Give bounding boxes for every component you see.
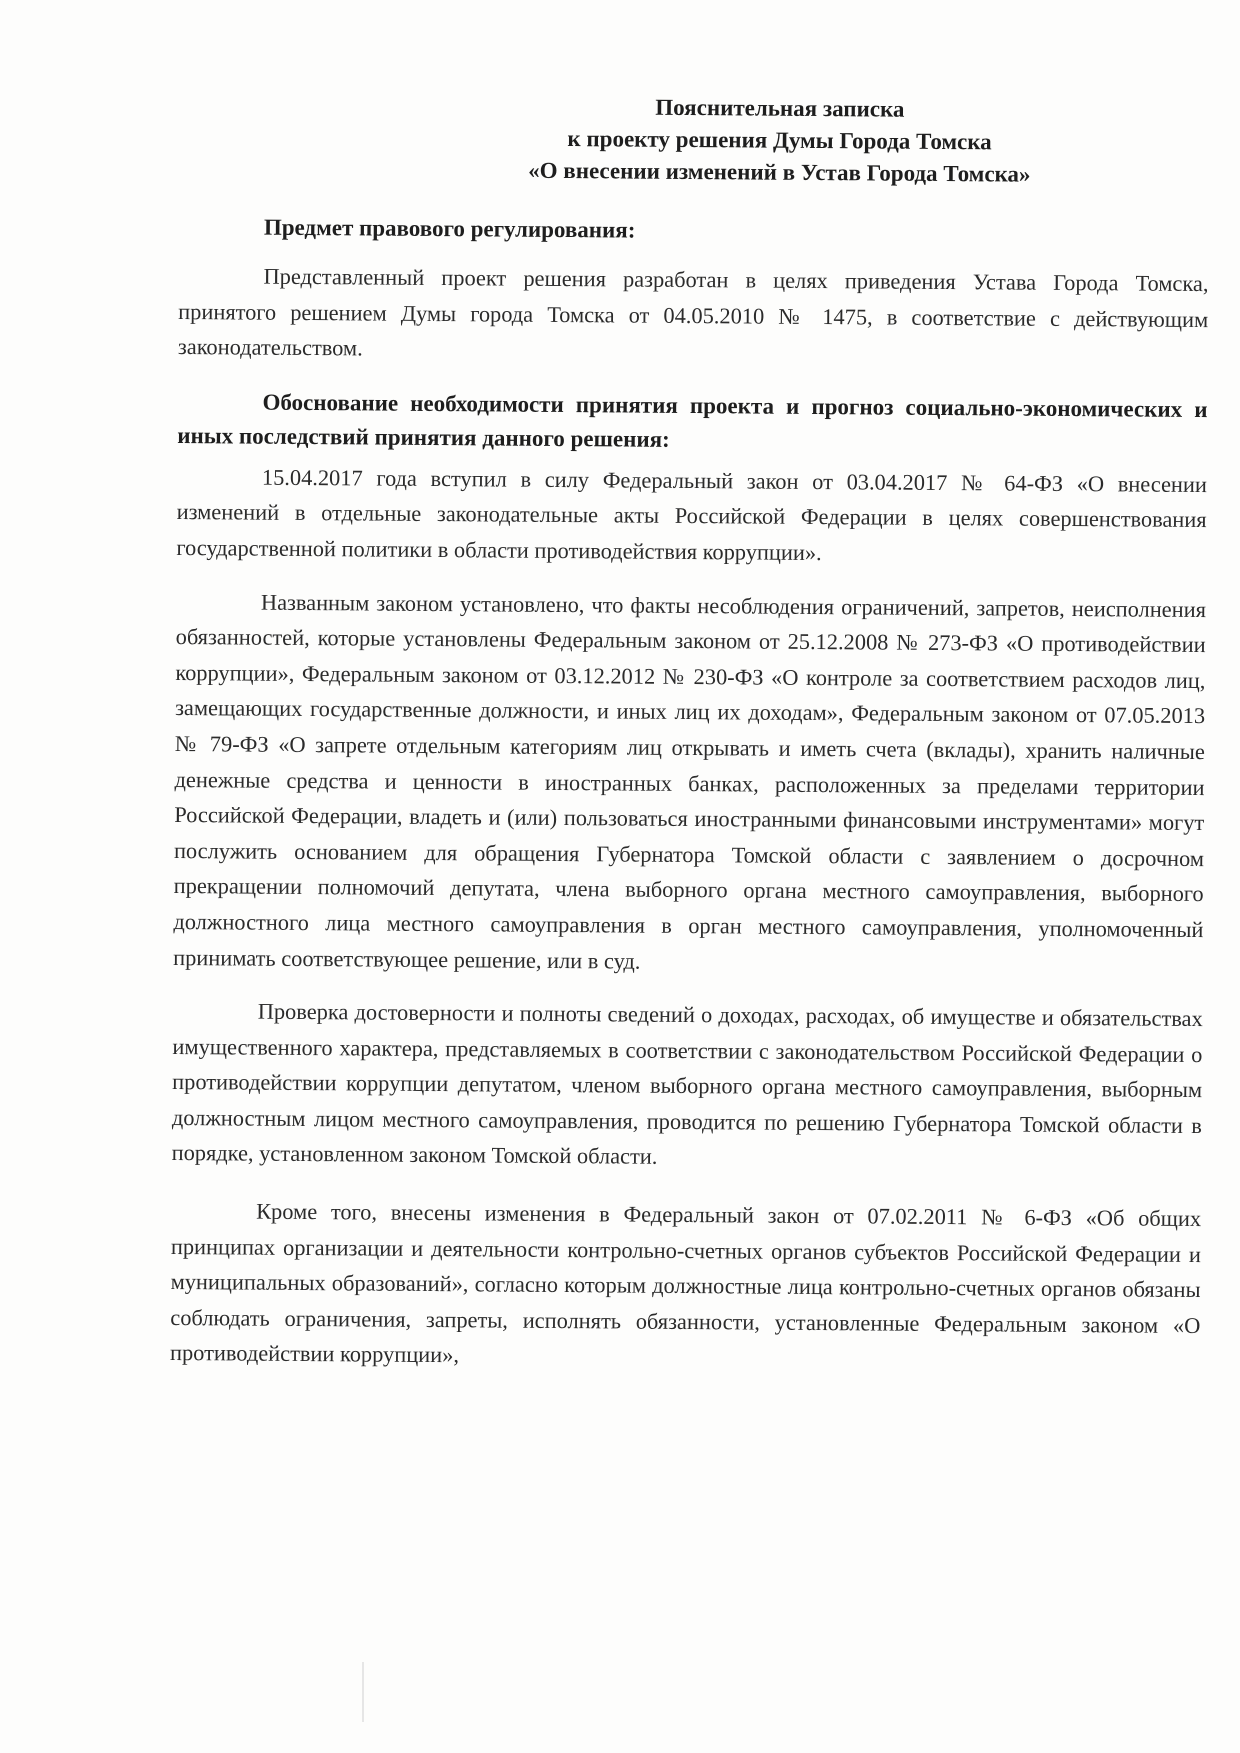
title-line-1: Пояснительная записка [655, 94, 905, 122]
title-line-2: к проекту решения Думы Города Томска [567, 126, 992, 155]
paragraph-verification: Проверка достоверности и полноты сведений о доходах, расходах, об имуществе и обязательствах имущественного характера, представляемых в соответствии с законодательством Российской Федерации о противодействии коррупции депутатом, членом выборного органа местного самоуправления, выборным должностным лицом местного самоуправления, проводится по решению Губернатора Томской области в порядке, установленном законом Томской области. [171, 998, 1203, 1170]
document-title [369, 89, 1190, 191]
scan-artifact [362, 1662, 364, 1722]
section-heading-justification: Обоснование необходимости принятия проекта и прогноз социально-экономических и иных последствий принятия данного решения: [177, 389, 1208, 452]
title-line-3: «О внесении изменений в Устав Города Томска» [528, 157, 1031, 187]
paragraph-law-effective: 15.04.2017 года вступил в силу Федеральный закон от 03.04.2017 № 64-ФЗ «О внесении изменений в отдельные законодательные акты Российской Федерации в целях совершенствования государственной политики в области противодействия коррупции». [176, 464, 1208, 566]
paragraph-additional-changes: Кроме того, внесены изменения в Федеральный закон от 07.02.2011 № 6-ФЗ «Об общих принципах организации и деятельности контрольно-счетных органов субъектов Российской Федерации и муниципальных образований», согласно которым должностные лица контрольно-счетных органов обязаны соблюдать ограничения, запреты, исполнять обязанности, установленные Федеральным законом «О противодействии коррупции», [169, 1198, 1202, 1368]
paragraph-law-provisions: Названным законом установлено, что факты несоблюдения ограничений, запретов, неисполнения обязанностей, которые установлены Федеральным законом от 25.12.2008 № 273-ФЗ «О противодействии коррупции», Федеральным законом от 03.12.2012 № 230-ФЗ «О контроле за соответствием расходов лиц, замещающих государственные должности, и иных лиц их доходам», Федеральным законом от 07.05.2013 № 79-ФЗ «О запрете отдельным категориям лиц открывать и иметь счета (вклады), хранить наличные денежные средства и ценности в иностранных банках, расположенных за пределами территории Российской Федерации, владеть и (или) пользоваться иностранными финансовыми инструментами» могут послужить основанием для обращения Губернатора Томской области с заявлением о досрочном прекращении полномочий депутата, члена выборного органа местного самоуправления, выборного должностного лица местного самоуправления в орган местного самоуправления, уполномоченный принимать соответствующее решение, или в суд. [173, 589, 1207, 974]
paragraph-regulation-subject: Представленный проект решения разработан в целях приведения Устава Города Томска, принятого решением Думы города Томска от 04.05.2010 № 1475, в соответствие с действующим законодательством. [177, 263, 1209, 361]
section-heading-regulation-subject: Предмет правового регулирования: [263, 214, 636, 243]
document-content [170, 88, 1210, 1379]
